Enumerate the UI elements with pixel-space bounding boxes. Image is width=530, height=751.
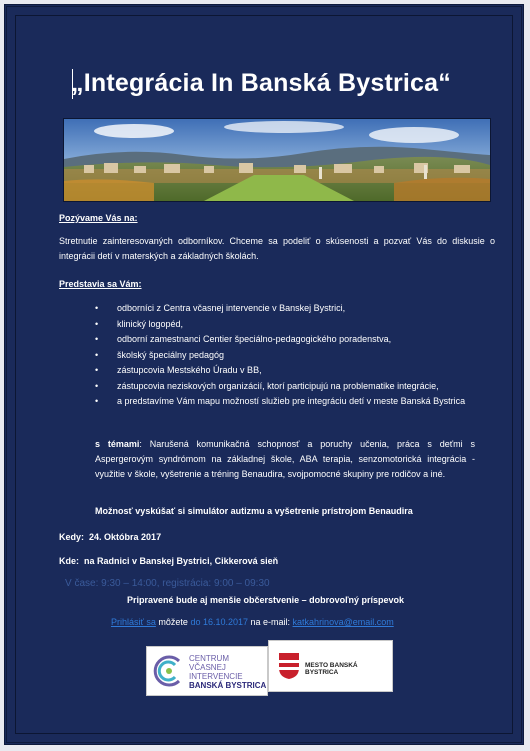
page-title: „Integrácia In Banská Bystrica“ [71, 69, 451, 97]
topics-text: : Narušená komunikačná schopnosť a poruchy učenia, práca s deťmi s Aspergerovým syndrómom na základnej škole, ABA terapia, senzomotorická integrácia - využitie v škole, vyšetrenie a tréning Benaudira, svojpomocné skupiny pre rodičov a iné. [95, 439, 475, 479]
simulator-note: Možnosť vyskúšať si simulátor autizmu a vyšetrenie prístrojom Benaudira [95, 506, 413, 516]
bullet-icon: • [95, 349, 99, 360]
topics-label: s témami [95, 439, 140, 449]
when-label: Kedy: [59, 532, 85, 542]
list-item: • zástupcovia neziskových organizácií, ktorí participujú na problematike integrácie, [95, 379, 475, 394]
where-label: Kde: [59, 556, 79, 566]
time-text: V čase: 9:30 – 14:00, registrácia: 9:00 – 09:30 [65, 578, 270, 589]
bullet-icon: • [95, 380, 99, 391]
city-logo-text: MESTO BANSKÁ BYSTRICA [305, 662, 358, 676]
register-mid2: na e-mail: [250, 617, 291, 627]
register-email-link[interactable]: katkahrinova@email.com [292, 617, 394, 627]
list-item: • odborníci z Centra včasnej intervencie v Banskej Bystrici, [95, 301, 475, 316]
flyer-page [4, 4, 524, 745]
topics-paragraph [95, 437, 475, 482]
register-link[interactable]: Prihlásiť sa [111, 617, 156, 627]
civ-logo-text: CENTRUM VČASNEJ INTERVENCIE [189, 654, 243, 681]
list-item: • školský špeciálny pedagóg [95, 348, 475, 363]
invite-text: Stretnutie zainteresovaných odborníkov. Chceme sa podeliť o skúsenosti a pozvať Vás do diskusie o integrácii detí v materských a základných školách. [59, 236, 495, 261]
list-item: • a predstavíme Vám mapu možností služieb pre integráciu detí v meste Banská Bystrica [95, 394, 475, 409]
bullet-icon: • [95, 334, 99, 344]
civ-logo [146, 646, 268, 696]
bullet-icon: • [95, 303, 99, 313]
register-date: do 16.10.2017 [190, 617, 248, 627]
list-item: • odborní zamestnanci Centier špeciálno-pedagogického poradenstva, [95, 332, 475, 347]
register-mid1: môžete [158, 617, 188, 627]
when-row [59, 530, 161, 545]
civ-logo-city: BANSKÁ BYSTRICA [189, 681, 267, 690]
bullet-icon: • [95, 318, 99, 329]
civ-logo-icon [149, 651, 189, 691]
refreshment-note: Pripravené bude aj menšie občerstvenie – dobrovoľný príspevok [127, 595, 405, 605]
when-value: 24. Októbra 2017 [89, 532, 162, 542]
presenters-list [95, 301, 475, 410]
list-item: • klinický logopéd, [95, 317, 475, 332]
where-row [59, 554, 278, 569]
coat-of-arms-icon [278, 652, 300, 680]
where-value: na Radnici v Banskej Bystrici, Cikkerová sieň [84, 556, 279, 566]
bullet-icon: • [95, 396, 99, 406]
registration-line [111, 615, 394, 630]
bullet-icon: • [95, 365, 99, 375]
list-item: • zástupcovia Mestského Úradu v BB, [95, 363, 475, 378]
city-panorama-photo [63, 118, 491, 202]
invite-heading: Pozývame Vás na: [59, 213, 138, 223]
presenters-heading: Predstavia sa Vám: [59, 279, 142, 289]
city-logo [268, 640, 393, 692]
